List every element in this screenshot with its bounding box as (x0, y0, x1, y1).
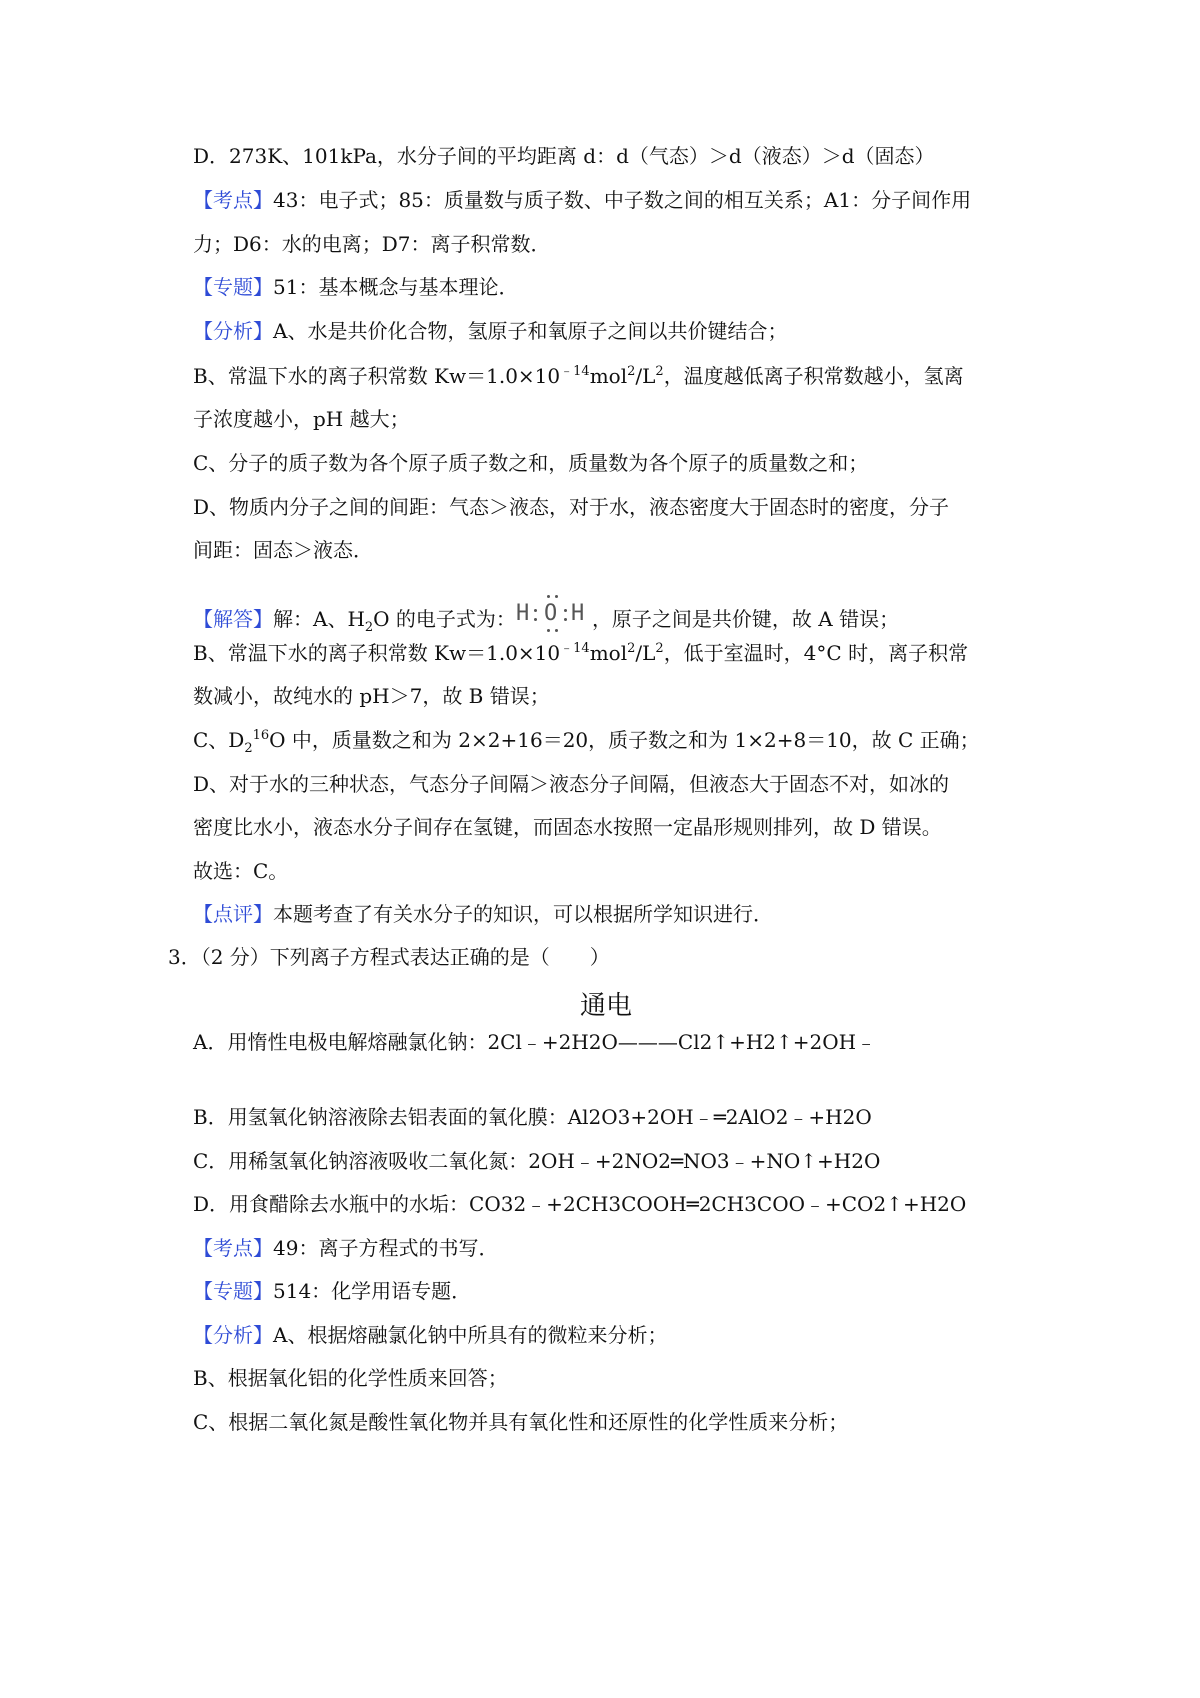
text-run: O 的电子式为： (373, 607, 516, 631)
zhuanti-tag: 【专题】 (193, 275, 273, 299)
dianping-tag: 【点评】 (193, 902, 273, 926)
q3-stem: 3．（2 分）下列离子方程式表达正确的是（ ） (168, 945, 610, 969)
q3-zhuanti (193, 1277, 471, 1305)
electron-dot (564, 609, 567, 612)
text-run: ，低于室温时，4°C 时，离子积常 (663, 641, 969, 665)
kaodian-text: 49：离子方程式的书写． (273, 1236, 499, 1260)
q2-kaodian-line2: 力；D6：水的电离；D7：离子积常数． (193, 232, 551, 256)
text-run: ，原子之间是共价键，故 A 错误； (591, 607, 900, 631)
q3-electrolysis-condition: 通电 (580, 991, 633, 1021)
subscript: 2 (364, 620, 374, 635)
text-run: /L (635, 641, 656, 665)
q2-answer: 故选：C。 (193, 859, 289, 883)
text-run: B、常温下水的离子积常数 Kw＝1.0×10 (193, 364, 561, 388)
electron-dot (564, 618, 567, 621)
text-run: mol (589, 364, 628, 388)
zhuanti-tag: 【专题】 (193, 1279, 273, 1303)
lewis-h-left: H (515, 601, 530, 626)
electron-dot (555, 595, 558, 598)
text-run: B、常温下水的离子积常数 Kw＝1.0×10 (193, 641, 561, 665)
subscript: 2 (244, 741, 253, 756)
text-run: O 中，质量数之和为 2×2+16＝20，质子数之和为 1×2+8＝10，故 C 正确； (269, 728, 980, 752)
fenxi-tag: 【分析】 (193, 319, 273, 343)
q2-option-d: D．273K、101kPa，水分子间的平均距离 d：d（气态）＞d（液态）＞d（固态） (193, 144, 935, 168)
fenxi-a-text: A、根据熔融氯化钠中所具有的微粒来分析； (273, 1323, 668, 1347)
q3-option-b: B．用氢氧化钠溶液除去铝表面的氧化膜：Al2O3+2OH﹣═2AlO2﹣+H2O (193, 1105, 872, 1129)
superscript: 2 (627, 641, 636, 656)
q3-option-a (193, 1028, 876, 1056)
text-run: 解：A、H (273, 607, 365, 631)
water-lewis-structure (516, 598, 592, 632)
text-run: mol (589, 641, 628, 665)
electron-dot (534, 618, 537, 621)
q2-fenxi-b-line1 (193, 362, 964, 390)
q2-fenxi-a (193, 317, 787, 345)
q3-option-c: C．用稀氢氧化钠溶液吸收二氧化氮：2OH﹣+2NO2═NO3﹣+NO↑+H2O (193, 1149, 881, 1173)
text-run: A．用惰性电极电解熔融氯化钠：2Cl (193, 1030, 522, 1054)
q2-jieda-b-line2: 数减小，故纯水的 pH＞7，故 B 错误； (193, 684, 550, 708)
q3-option-d: D．用食醋除去水瓶中的水垢：CO32﹣+2CH3COOH═2CH3COO﹣+CO2↑+H2O (193, 1192, 967, 1216)
lewis-h-right: H (570, 601, 585, 626)
q2-jieda-d-line1: D、对于水的三种状态，气态分子间隔＞液态分子间隔，但液态大于固态不对，如冰的 (193, 772, 950, 796)
superscript: ﹣14 (560, 364, 590, 379)
q3-fenxi-c: C、根据二氧化氮是酸性氧化物并具有氧化性和还原性的化学性质来分析； (193, 1410, 849, 1434)
q2-fenxi-d-line1: D、物质内分子之间的间距：气态＞液态，对于水，液态密度大于固态时的密度，分子 (193, 495, 950, 519)
fenxi-tag: 【分析】 (193, 1323, 273, 1347)
q2-jieda-b-line1 (193, 639, 968, 667)
q2-jieda-d-line2: 密度比水小，液态水分子间存在氢键，而固态水按照一定晶形规则排列，故 D 错误。 (193, 815, 942, 839)
q2-fenxi-d-line2: 间距：固态＞液态． (193, 538, 373, 562)
superscript: 2 (655, 364, 664, 379)
q2-fenxi-c: C、分子的质子数为各个原子质子数之和，质量数为各个原子的质量数之和； (193, 451, 869, 475)
q2-fenxi-b-line2: 子浓度越小，pH 越大； (193, 407, 410, 431)
q2-jieda-c (193, 726, 980, 754)
electron-dot (547, 595, 550, 598)
superscript: 2 (655, 641, 664, 656)
lewis-o: O (543, 601, 558, 626)
kaodian-text: 43：电子式；85：质量数与质子数、中子数之间的相互关系；A1：分子间作用 (273, 188, 972, 212)
q3-kaodian (193, 1234, 498, 1262)
superscript: 16 (252, 728, 270, 743)
q3-fenxi-a (193, 1321, 667, 1349)
text-run: ，温度越低离子积常数越小，氢离 (663, 364, 964, 388)
electron-dot (555, 629, 558, 632)
superscript: ﹣14 (560, 641, 590, 656)
electron-dot (534, 609, 537, 612)
q2-kaodian-line1 (193, 186, 971, 214)
kaodian-tag: 【考点】 (193, 1236, 273, 1260)
text-run: ﹣+2H2O———Cl2↑+H2↑+2OH﹣ (521, 1030, 877, 1054)
jieda-tag: 【解答】 (193, 607, 273, 631)
dianping-text: 本题考查了有关水分子的知识，可以根据所学知识进行． (273, 902, 773, 926)
zhuanti-text: 51：基本概念与基本理论． (273, 275, 519, 299)
text-run: C、D (193, 728, 245, 752)
q3-fenxi-b: B、根据氧化铝的化学性质来回答； (193, 1366, 508, 1390)
q2-jieda-a (193, 598, 899, 633)
text-run: /L (635, 364, 656, 388)
q2-zhuanti (193, 273, 518, 301)
q2-dianping (193, 900, 773, 928)
superscript: 2 (627, 364, 636, 379)
kaodian-tag: 【考点】 (193, 188, 273, 212)
electron-dot (547, 629, 550, 632)
zhuanti-text: 514：化学用语专题． (273, 1279, 472, 1303)
fenxi-a-text: A、水是共价化合物，氢原子和氧原子之间以共价键结合； (273, 319, 788, 343)
